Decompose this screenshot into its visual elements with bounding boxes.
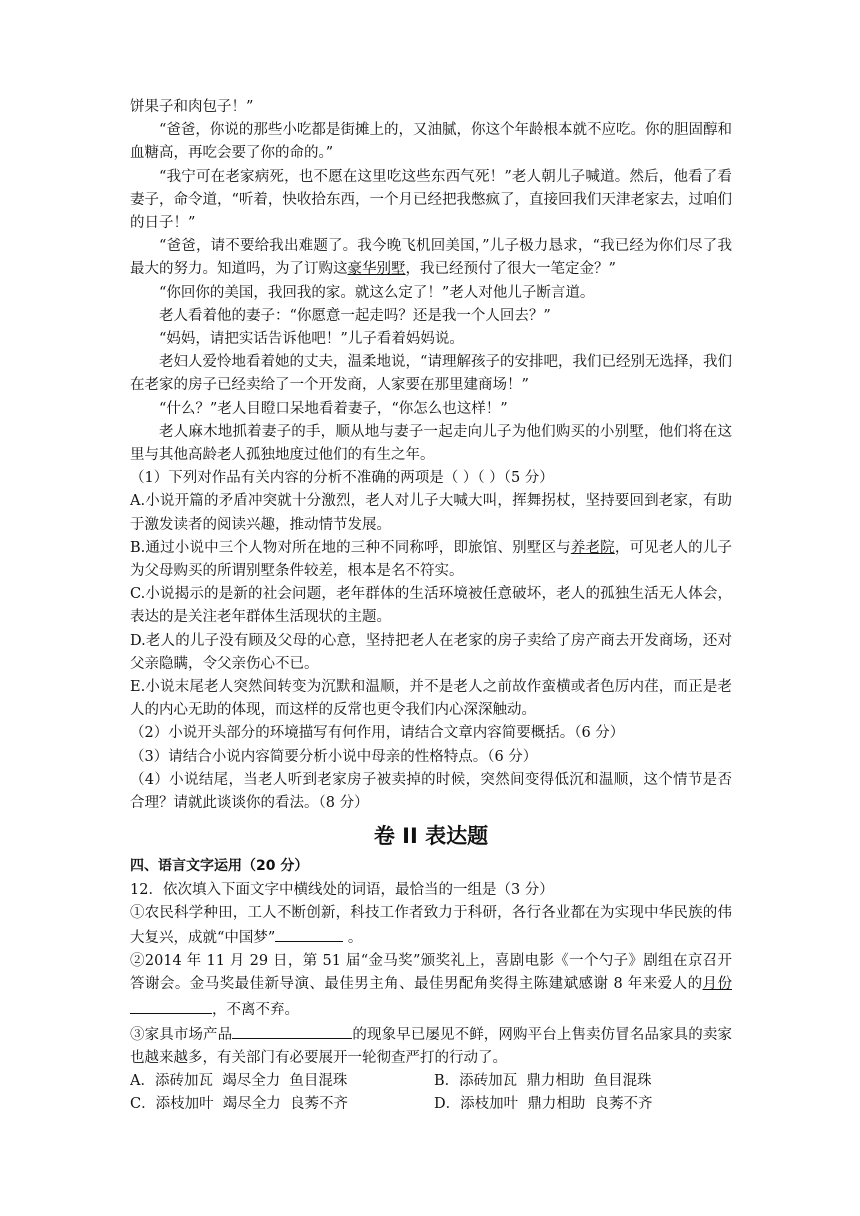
sentence-3-end: 的现象早已屡见不鲜，网购平台上售卖仿冒名品家具的卖家也越来越多，有关部门有必要展开一轮彻查严打的行动了。 (130, 1026, 733, 1066)
option-a: A.小说开篇的矛盾冲突就十分激烈，老人对儿子大喊大叫，挥舞拐杖，坚持要回到老家，有助于激发读者的阅读兴趣，推动情节发展。 (130, 493, 732, 533)
answer-blank-1 (275, 925, 343, 942)
story-paragraph-4-end: ，我已经预付了很大一笔定金？” (405, 261, 616, 278)
story-paragraph-10: 老人麻木地抓着妻子的手，顺从地与妻子一起走向儿子为他们购买的小别墅，他们将在这里与其他高龄老人孤独地度过他们的有生之年。 (130, 423, 732, 464)
choice-a: A．添砖加瓦 竭尽全力 鱼目混珠 (130, 1073, 348, 1090)
sentence-1 (130, 902, 732, 950)
story-paragraph-6: 老人看着他的妻子：“你愿意一起走吗？还是我一个人回去？” (159, 307, 551, 324)
sentence-2-end: ，不离不弃。 (212, 1001, 299, 1018)
question-3: （3）请结合小说内容简要分析小说中母亲的性格特点。（6 分） (130, 748, 538, 765)
story-paragraph-1: 饼果子和肉包子！” (130, 99, 254, 115)
choice-c: C．添枝加叶 竭尽全力 良莠不齐 (130, 1096, 349, 1113)
sentence-3-start: ③家具市场产品 (130, 1026, 233, 1043)
story-paragraph-4-start: “爸爸，请不要给我出难题了。我今晚飞机回美国，”儿子极力恳求，“我已经为你们尽了我最大的努力。知道吗，为了订购这 (130, 238, 732, 278)
underlined-villa: 豪华别墅 (347, 261, 406, 278)
answer-options (130, 1070, 732, 1116)
story-paragraph-2: “爸爸，你说的那些小吃都是街摊上的，又油腻，你这个年龄根本就不应吃。你的胆固醇和血糖高，再吃会要了你的命的。” (130, 122, 732, 162)
option-b-end: ，可见老人的儿子为父母购买的所谓别墅条件较差，根本是名不符实。 (130, 539, 733, 580)
option-e: E.小说末尾老人突然间转变为沉默和温顺，并不是老人之前故作蛮横或者色厉内荏，而正是老人的内心无助的体现，而这样的反常也更令我们内心深深触动。 (130, 679, 732, 719)
option-c: C.小说揭示的是新的社会问题，老年群体的生活环境被任意破坏，老人的孤独生活无人体会，表达的是关注老年群体生活现状的主题。 (130, 586, 732, 626)
sentence-2-text: ②2014 年 11 月 29 日，第 51 届“金马奖”颁奖礼上，喜剧电影《一个勺子》剧组在京召开答谢会。金马奖最佳新导演、最佳男主角、最佳男配角奖得主陈建斌感谢 8 年来爱人的 (130, 953, 732, 993)
sentence-1-text: ①农民科学种田，工人不断创新，科技工作者致力于科研，各行各业都在为实现中华民族的伟大复兴，成就“中国梦” (130, 904, 732, 946)
section-title: 卷 II 表达题 (373, 824, 489, 849)
question-4: （4）小说结尾，当老人听到老家房子被卖掉的时候，突然间变得低沉和温顺，这个情节是否合理？请就此谈谈你的看法。（8 分） (130, 771, 732, 812)
answer-blank-2 (130, 997, 212, 1014)
story-paragraph-3: “我宁可在老家病死，也不愿在这里吃这些东西气死！”老人朝儿子喊道。然后，他看了看妻子，命令道，“听着，快收拾东西，一个月已经把我憋疯了，直接回我们天津老家去，过咱们的日子！” (130, 168, 732, 232)
question-2: （2）小说开头部分的环境描写有何作用，请结合文章内容简要概括。（6 分） (130, 725, 625, 742)
story-paragraph-9: “什么？”老人目瞪口呆地看着妻子，“你怎么也这样！” (159, 400, 508, 417)
option-b (130, 537, 732, 583)
sentence-1-end: 。 (343, 929, 363, 946)
part-4-heading: 四、语言文字运用（20 分） (130, 858, 309, 875)
question-1: （1）下列对作品有关内容的分析不准确的两项是（ ）（ ）（5 分） (130, 470, 554, 487)
story-paragraph-5: “你回你的美国，我回我的家。就这么定了！”老人对他儿子断言道。 (159, 284, 595, 301)
choice-b: B．添砖加瓦 鼎力相助 鱼目混珠 (434, 1073, 652, 1090)
option-d: D.老人的儿子没有顾及父母的心意，坚持把老人在老家的房子卖给了房产商去开发商场，还对父亲隐瞒，令父亲伤心不已。 (130, 632, 732, 672)
sentence-2 (130, 950, 732, 1022)
document-page (130, 96, 732, 1117)
underlined-month: 月份 (702, 976, 732, 993)
story-paragraph-7: “妈妈，请把实话告诉他吧！”儿子看着妈妈说。 (159, 331, 464, 348)
underlined-nursing-home: 养老院 (570, 539, 615, 556)
option-b-start: B.通过小说中三个人物对所在地的三种不同称呼，即旅馆、别墅区与 (130, 539, 571, 556)
choice-d: D．添枝加叶 鼎力相助 良莠不齐 (434, 1096, 653, 1113)
question-12: 12．依次填入下面文字中横线处的词语，最恰当的一组是（3 分） (130, 881, 554, 898)
answer-blank-3 (232, 1022, 352, 1039)
story-paragraph-4 (130, 235, 732, 281)
sentence-3 (130, 1022, 732, 1070)
story-paragraph-8: 老妇人爱怜地看着她的丈夫，温柔地说，“请理解孩子的安排吧，我们已经别无选择，我们在老家的房子已经卖给了一个开发商，人家要在那里建商场！” (130, 354, 732, 394)
